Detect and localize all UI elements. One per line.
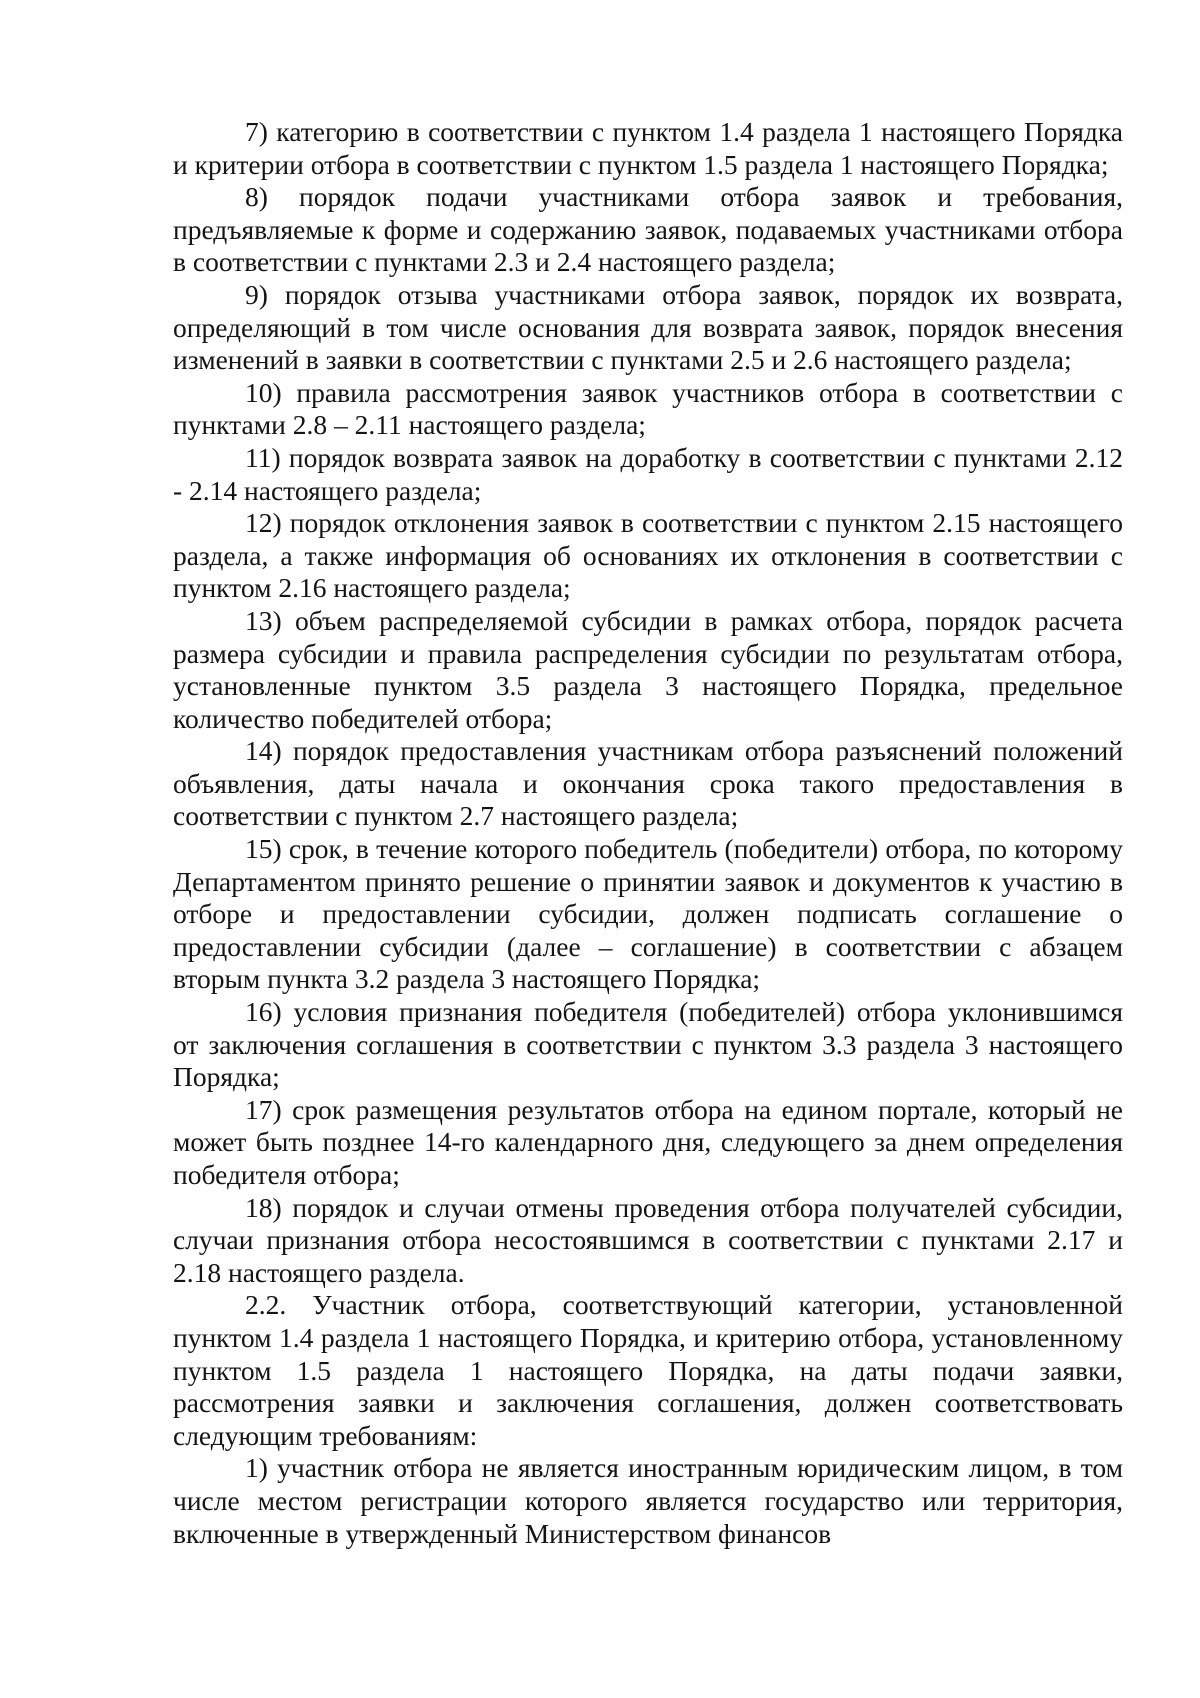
document-body	[173, 116, 1123, 1550]
paragraph-item-8: 8) порядок подачи участниками отбора заявок и требования, предъявляемые к форме и содержанию заявок, подаваемых участниками отбора в соответствии с пунктами 2.3 и 2.4 настоящего раздела;	[173, 181, 1123, 278]
section-2-2-paragraph: 2.2. Участник отбора, соответствующий категории, установленной пунктом 1.4 раздела 1 настоящего Порядка, и критерию отбора, установленному пунктом 1.5 раздела 1 настоящего Порядка, на даты подачи заявки, рассмотрения заявки и заключения соглашения, должен соответствовать следующим требованиям:	[173, 1289, 1123, 1451]
paragraph-item-7: 7) категорию в соответствии с пунктом 1.4 раздела 1 настоящего Порядка и критерии отбора в соответствии с пунктом 1.5 раздела 1 настоящего Порядка;	[173, 116, 1123, 180]
paragraph-item-15: 15) срок, в течение которого победитель (победители) отбора, по которому Департаментом принято решение о принятии заявок и документов к участию в отборе и предоставлении субсидии, должен подписать соглашение о предоставлении субсидии (далее – соглашение) в соответствии с абзацем вторым пункта 3.2 раздела 3 настоящего Порядка;	[173, 833, 1123, 995]
requirement-item-1: 1) участник отбора не является иностранным юридическим лицом, в том числе местом регистрации которого является государство или территория, включенные в утвержденный Министерством финансов	[173, 1452, 1123, 1549]
paragraph-item-9: 9) порядок отзыва участниками отбора заявок, порядок их возврата, определяющий в том числе основания для возврата заявок, порядок внесения изменений в заявки в соответствии с пунктами 2.5 и 2.6 настоящего раздела;	[173, 278, 1123, 376]
paragraph-item-10: 10) правила рассмотрения заявок участников отбора в соответствии с пунктами 2.8 – 2.11 настоящего раздела;	[173, 376, 1123, 441]
paragraph-item-12: 12) порядок отклонения заявок в соответствии с пунктом 2.15 настоящего раздела, а также информация об основаниях их отклонения в соответствии с пунктом 2.16 настоящего раздела;	[173, 507, 1123, 604]
paragraph-item-13: 13) объем распределяемой субсидии в рамках отбора, порядок расчета размера субсидии и правила распределения субсидии по результатам отбора, установленные пунктом 3.5 раздела 3 настоящего Порядка, предельное количество победителей отбора;	[173, 604, 1123, 734]
paragraph-item-18: 18) порядок и случаи отмены проведения отбора получателей субсидии, случаи признания отбора несостоявшимся в соответствии с пунктами 2.17 и 2.18 настоящего раздела.	[173, 1191, 1123, 1288]
paragraph-item-14: 14) порядок предоставления участникам отбора разъяснений положений объявления, даты начала и окончания срока такого предоставления в соответствии с пунктом 2.7 настоящего раздела;	[173, 735, 1123, 832]
paragraph-item-16: 16) условия признания победителя (победителей) отбора уклонившимся от заключения соглашения в соответствии с пунктом 3.3 раздела 3 настоящего Порядка;	[173, 996, 1123, 1093]
paragraph-item-17: 17) срок размещения результатов отбора на едином портале, который не может быть позднее 14-го календарного дня, следующего за днем определения победителя отбора;	[173, 1093, 1123, 1190]
paragraph-item-11: 11) порядок возврата заявок на доработку в соответствии с пунктами 2.12 - 2.14 настоящего раздела;	[173, 441, 1123, 506]
